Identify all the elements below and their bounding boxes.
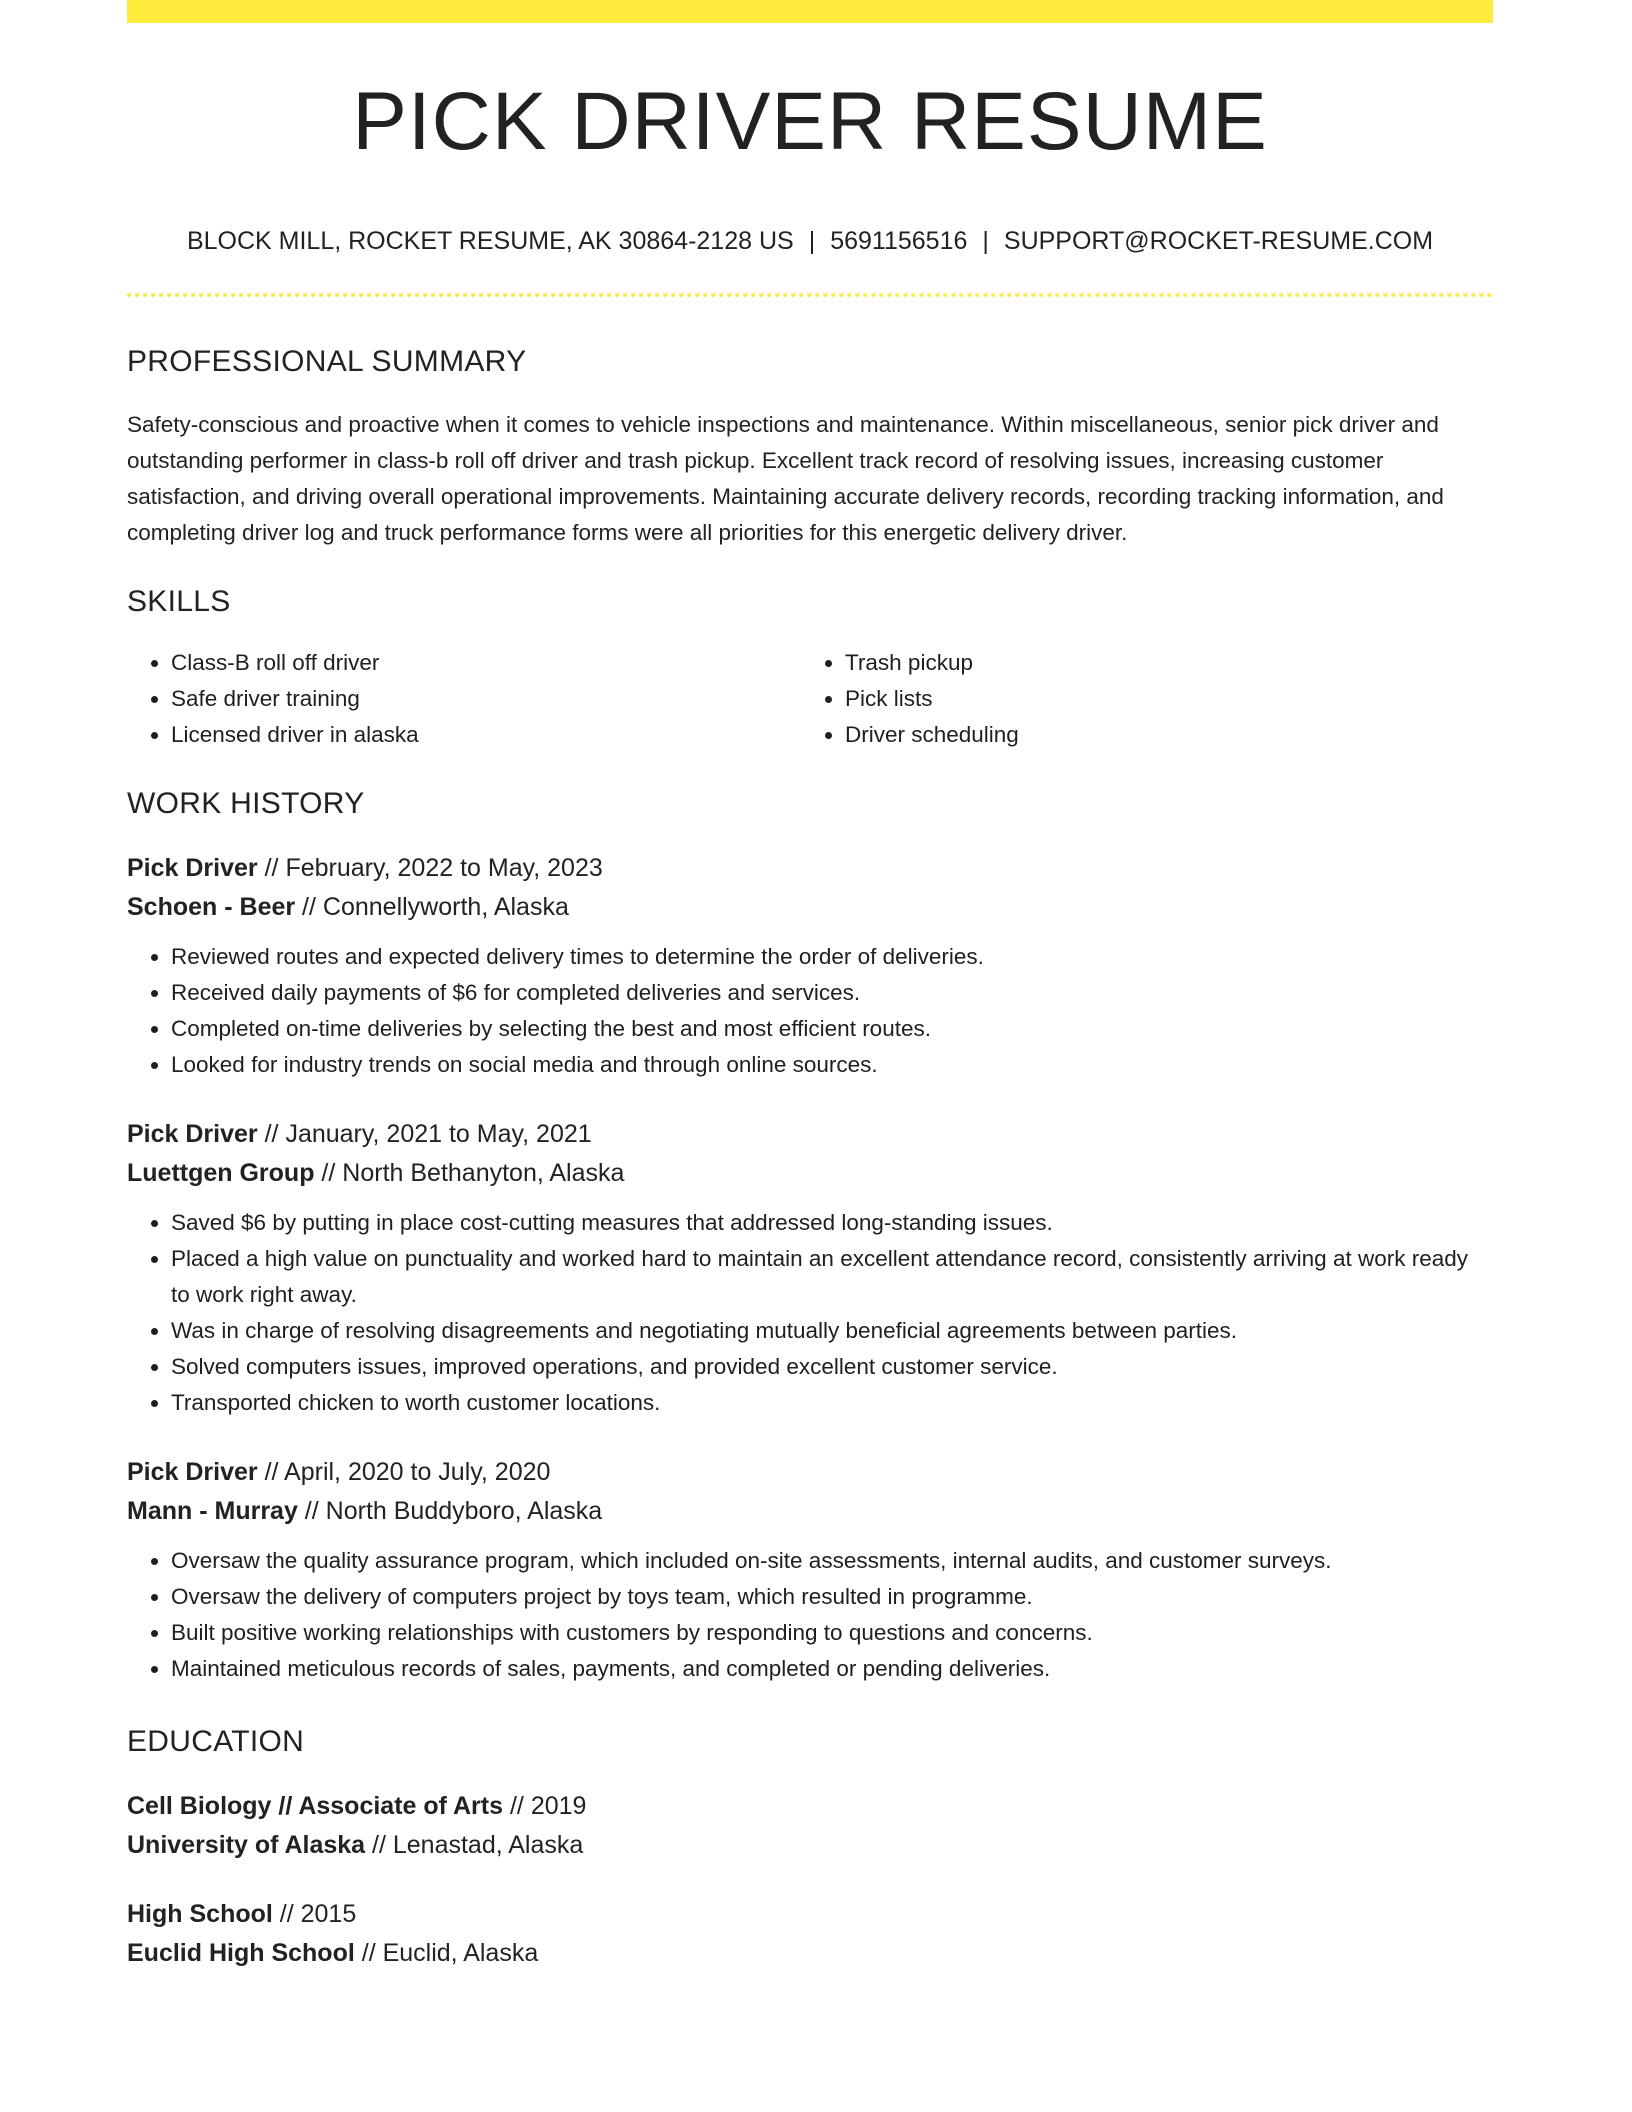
skill-item: • Safe driver training [171, 681, 801, 717]
job-entry [127, 1453, 1493, 1687]
job-role: Pick Driver [127, 1120, 258, 1148]
job-bullet: • Transported chicken to worth customer locations. [171, 1385, 1493, 1421]
education-heading: EDUCATION [127, 1725, 305, 1758]
field-separator: // [354, 1939, 383, 1967]
education-entry [127, 1895, 1493, 1973]
job-bullet: • Looked for industry trends on social media and through online sources. [171, 1047, 1493, 1083]
field-separator: // [314, 1159, 343, 1187]
job-bullet: • Reviewed routes and expected delivery times to determine the order of deliveries. [171, 939, 1493, 975]
contact-separator: | [982, 227, 989, 255]
job-company: Luettgen Group [127, 1159, 315, 1187]
job-bullet: • Was in charge of resolving disagreements and negotiating mutually beneficial agreements between parties. [171, 1313, 1493, 1349]
job-company-line [127, 1492, 1493, 1531]
summary-text: Safety-conscious and proactive when it comes to vehicle inspections and maintenance. Within miscellaneous, senior pick driver and outstanding performer in class-b roll off driver and trash pickup. Excellent track record of resolving issues, increasing customer satisfaction, and driving overall operational improvements. Maintaining accurate delivery records, recording tracking information, and completing driver log and truck performance forms were all priorities for this energetic delivery driver. [127, 412, 1444, 545]
resume-page [127, 0, 1493, 1973]
job-location: Connellyworth, Alaska [322, 893, 569, 921]
field-separator: // [365, 1831, 393, 1859]
skill-item: • Driver scheduling [845, 717, 1493, 753]
summary-heading: PROFESSIONAL SUMMARY [127, 345, 527, 378]
job-dates: April, 2020 to July, 2020 [284, 1458, 551, 1486]
field-separator: // [257, 1120, 286, 1148]
job-bullet: • Saved $6 by putting in place cost-cutting measures that addressed long-standing issues. [171, 1205, 1493, 1241]
education-degree-line [127, 1895, 1493, 1934]
job-bullet: • Built positive working relationships with customers by responding to questions and concerns. [171, 1615, 1493, 1651]
job-role: Pick Driver [127, 854, 258, 882]
field-separator: // [295, 893, 323, 921]
contact-line [127, 229, 1493, 254]
skill-item: • Class-B roll off driver [171, 645, 801, 681]
address: BLOCK MILL, ROCKET RESUME, AK 30864-2128 US [186, 227, 794, 255]
job-company-line [127, 1154, 1493, 1193]
education-degree-line [127, 1787, 1493, 1826]
job-location: North Buddyboro, Alaska [325, 1497, 603, 1525]
job-bullet: • Completed on-time deliveries by selecting the best and most efficient routes. [171, 1011, 1493, 1047]
skill-item: • Pick lists [845, 681, 1493, 717]
email: SUPPORT@ROCKET-RESUME.COM [1003, 227, 1434, 255]
job-entry [127, 849, 1493, 1083]
education-location: Lenastad, Alaska [392, 1831, 584, 1859]
work-history-heading: WORK HISTORY [127, 787, 365, 820]
job-location: North Bethanyton, Alaska [342, 1159, 625, 1187]
education-school: Euclid High School [127, 1939, 355, 1967]
field-separator: // [257, 1458, 285, 1486]
education-year: 2015 [300, 1900, 357, 1928]
education-school-line [127, 1934, 1493, 1973]
field-separator: // [272, 1900, 301, 1928]
skill-item: • Trash pickup [845, 645, 1493, 681]
education-entry [127, 1787, 1493, 1865]
job-bullet: • Oversaw the quality assurance program, which included on-site assessments, internal audits, and customer surveys. [171, 1543, 1493, 1579]
job-company: Mann - Murray [127, 1497, 298, 1525]
resume-title: PICK DRIVER RESUME [352, 76, 1268, 167]
field-separator: // [297, 1497, 326, 1525]
job-bullet: • Maintained meticulous records of sales, payments, and completed or pending deliveries. [171, 1651, 1493, 1687]
job-bullets [127, 1543, 1493, 1687]
job-bullet: • Solved computers issues, improved operations, and provided excellent customer service. [171, 1349, 1493, 1385]
job-bullets [127, 1205, 1493, 1421]
job-bullets [127, 939, 1493, 1083]
skill-item: • Licensed driver in alaska [171, 717, 801, 753]
phone: 5691156516 [830, 227, 968, 255]
job-bullet: • Placed a high value on punctuality and worked hard to maintain an excellent attendance record, consistently arriving at work ready to work right away. [171, 1241, 1493, 1313]
education-degree: High School [127, 1900, 273, 1928]
education-school-line [127, 1826, 1493, 1865]
contact-separator: | [808, 227, 816, 255]
education-year: 2019 [530, 1792, 587, 1820]
skills-column-left [127, 645, 801, 753]
job-bullet: • Oversaw the delivery of computers project by toys team, which resulted in programme. [171, 1579, 1493, 1615]
job-role-line [127, 1453, 1493, 1492]
job-company: Schoen - Beer [127, 893, 296, 921]
dotted-divider [127, 293, 1493, 297]
accent-bar [127, 0, 1493, 23]
education-degree: Cell Biology // Associate of Arts [127, 1792, 504, 1820]
job-bullet: • Received daily payments of $6 for completed deliveries and services. [171, 975, 1493, 1011]
education-location: Euclid, Alaska [382, 1939, 539, 1967]
skills-list [127, 645, 1493, 753]
job-dates: January, 2021 to May, 2021 [285, 1120, 592, 1148]
job-company-line [127, 888, 1493, 927]
field-separator: // [503, 1792, 531, 1820]
job-entry [127, 1115, 1493, 1421]
skills-column-right [801, 645, 1493, 753]
job-dates: February, 2022 to May, 2023 [285, 854, 603, 882]
education-school: University of Alaska [127, 1831, 366, 1859]
job-role-line [127, 1115, 1493, 1154]
skills-heading: SKILLS [127, 585, 231, 618]
field-separator: // [257, 854, 286, 882]
job-role: Pick Driver [127, 1458, 258, 1486]
job-role-line [127, 849, 1493, 888]
